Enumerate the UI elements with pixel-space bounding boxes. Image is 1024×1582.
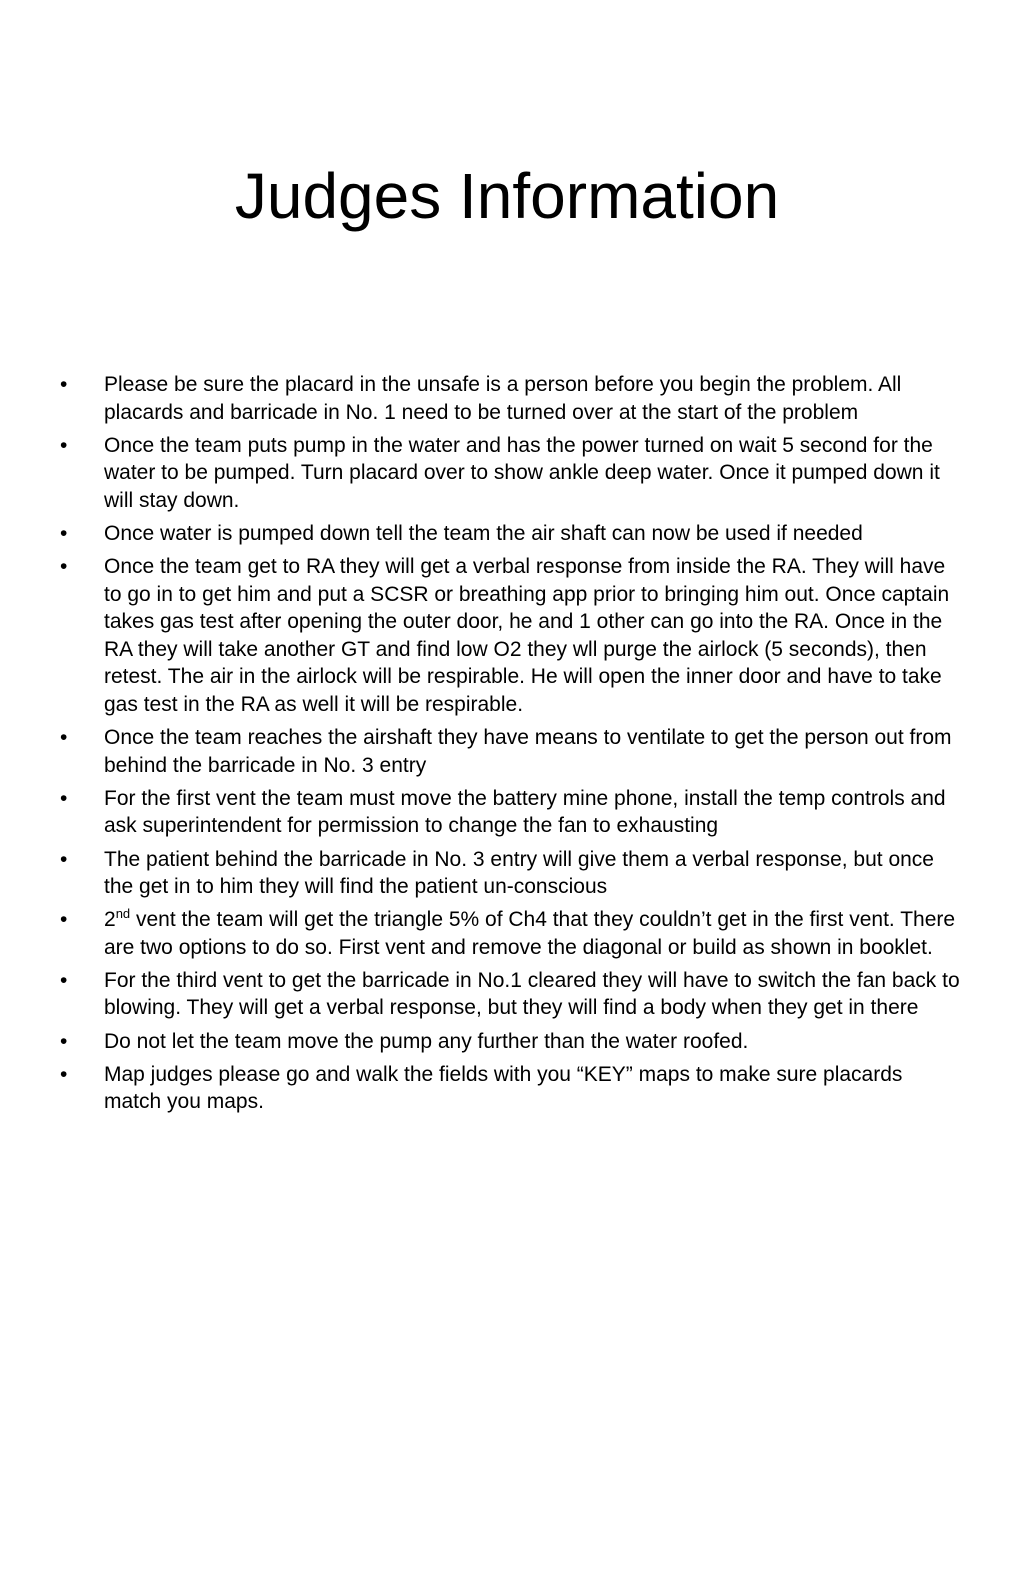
bullet-icon: •: [60, 786, 68, 810]
bullet-item: [0, 785, 1024, 840]
bullet-icon: •: [60, 373, 68, 396]
ordinal-suffix: nd: [115, 906, 131, 922]
bullet-text: The patient behind the barricade in No. 3 entry will give them a verbal response, but once the get in to him they will find the patient un-conscious: [104, 847, 934, 899]
bullet-text: [104, 908, 955, 959]
bullet-item: [0, 520, 1024, 548]
bullet-icon: •: [60, 908, 68, 932]
bullet-icon: •: [60, 847, 68, 871]
bullet-item: [0, 1028, 1024, 1056]
bullet-icon: •: [60, 1062, 68, 1086]
ordinal-number: 2: [104, 908, 116, 932]
bullet-text: Map judges please go and walk the fields with you “KEY” maps to make sure placards match you maps.: [104, 1062, 903, 1114]
bullet-item: [0, 724, 1024, 779]
bullet-text: For the third vent to get the barricade in No.1 cleared they will have to switch the fan back to blowing. They will get a verbal response, but they will find a body when they get in there: [104, 968, 960, 1020]
bullet-text: Do not let the team move the pump any further than the water roofed.: [104, 1029, 749, 1053]
bullet-text-rest: vent the team will get the triangle 5% of Ch4 that they couldn’t get in the first vent. There are two options to do so. First vent and remove the diagonal or build as shown in booklet.: [104, 908, 956, 959]
bullet-text: Once the team puts pump in the water and has the power turned on wait 5 second for the water to be pumped. Turn placard over to show ankle deep water. Once it pumped down it will stay down.: [104, 433, 940, 512]
bullet-item: [0, 846, 1024, 901]
bullet-text: Please be sure the placard in the unsafe is a person before you begin the problem. All placards and barricade in No. 1 need to be turned over at the start of the problem: [104, 373, 902, 424]
bullet-item: [0, 553, 1024, 719]
bullet-text: Once the team reaches the airshaft they have means to ventilate to get the person out from behind the barricade in No. 3 entry: [104, 726, 952, 777]
bullet-item: [0, 432, 1024, 515]
bullet-icon: •: [60, 521, 68, 545]
page-title: Judges Information: [234, 160, 780, 232]
bullet-list: [0, 371, 1024, 1121]
bullet-text: Once water is pumped down tell the team the air shaft can now be used if needed: [104, 521, 863, 545]
bullet-icon: •: [60, 555, 68, 579]
bullet-icon: •: [60, 726, 68, 750]
bullet-icon: •: [60, 968, 68, 992]
bullet-text: Once the team get to RA they will get a verbal response from inside the RA. They will have to go in to get him and put a SCSR or breathing app prior to bringing him out. Once captain takes gas test after opening the outer door, he and 1 other can go into the RA. Once in the RA they will take another GT and find low O2 they wll purge the airlock (5 seconds), then retest. The air in the airlock will be respirable. He will open the inner door and have to take gas test in the RA as well it will be respirable.: [104, 555, 950, 717]
bullet-text: For the first vent the team must move the battery mine phone, install the temp controls and ask superintendent for permission to change the fan to exhausting: [104, 786, 946, 838]
bullet-item: [0, 1061, 1024, 1116]
bullet-icon: •: [60, 1029, 68, 1053]
bullet-icon: •: [60, 433, 68, 457]
bullet-item: [0, 906, 1024, 961]
bullet-item: [0, 371, 1024, 426]
bullet-item: [0, 967, 1024, 1022]
